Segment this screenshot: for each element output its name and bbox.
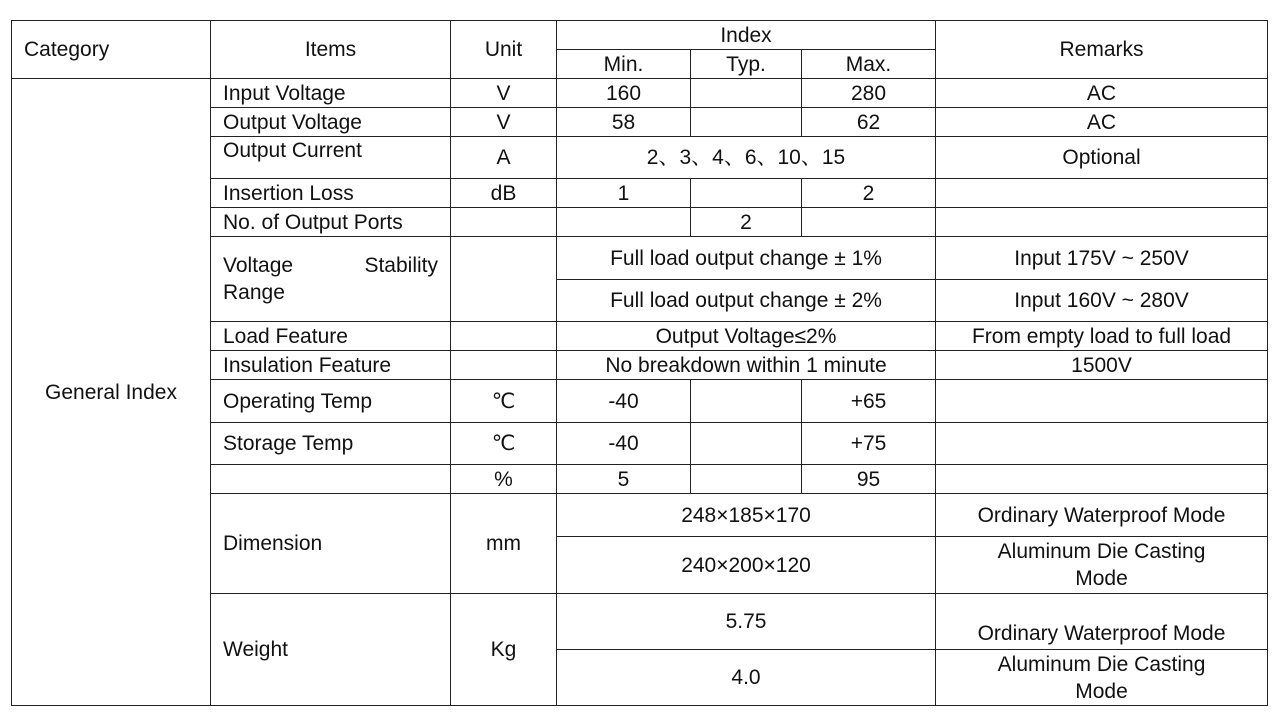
value-cell: 2、3、4、6、10、15: [557, 137, 936, 179]
item-cell: No. of Output Ports: [211, 208, 451, 237]
header-index: Index: [557, 21, 936, 50]
item-cell: Load Feature: [211, 322, 451, 351]
unit-cell: Kg: [451, 594, 557, 706]
max-cell: +65: [802, 380, 936, 423]
min-cell: 5: [557, 465, 691, 494]
item-cell: [211, 237, 451, 322]
value-cell: Full load output change ± 2%: [557, 280, 936, 322]
remarks-text: Mode: [1075, 567, 1128, 590]
remarks-cell: AC: [936, 79, 1268, 108]
typ-cell: [691, 380, 802, 423]
item-cell: Input Voltage: [211, 79, 451, 108]
unit-cell: [451, 208, 557, 237]
typ-cell: [691, 79, 802, 108]
header-min: Min.: [557, 50, 691, 79]
max-cell: +75: [802, 423, 936, 465]
max-cell: 62: [802, 108, 936, 137]
max-cell: 2: [802, 179, 936, 208]
typ-cell: [691, 179, 802, 208]
item-cell: Dimension: [211, 494, 451, 594]
value-cell: 248×185×170: [557, 494, 936, 537]
table-row: [12, 79, 1268, 108]
min-cell: [557, 208, 691, 237]
value-cell: Full load output change ± 1%: [557, 237, 936, 280]
unit-cell: [451, 237, 557, 322]
remarks-cell: [936, 465, 1268, 494]
item-text: Stability: [364, 254, 438, 277]
remarks-cell: Ordinary Waterproof Mode: [936, 594, 1268, 650]
remarks-text: Mode: [1075, 679, 1128, 703]
max-cell: [802, 208, 936, 237]
typ-cell: [691, 423, 802, 465]
item-cell: Output Current: [211, 137, 451, 179]
max-cell: 95: [802, 465, 936, 494]
min-cell: -40: [557, 380, 691, 423]
remarks-cell: [936, 537, 1268, 594]
unit-cell: mm: [451, 494, 557, 594]
category-cell: General Index: [12, 79, 211, 706]
unit-cell: V: [451, 108, 557, 137]
unit-cell: dB: [451, 179, 557, 208]
value-cell: 240×200×120: [557, 537, 936, 594]
item-cell: Insulation Feature: [211, 351, 451, 380]
value-cell: 5.75: [557, 594, 936, 650]
unit-cell: A: [451, 137, 557, 179]
item-cell: Operating Temp: [211, 380, 451, 423]
max-cell: 280: [802, 79, 936, 108]
remarks-cell: [936, 179, 1268, 208]
remarks-cell: Input 160V ~ 280V: [936, 280, 1268, 322]
remarks-cell: Optional: [936, 137, 1268, 179]
remarks-cell: AC: [936, 108, 1268, 137]
item-text: Voltage: [223, 254, 294, 277]
min-cell: 160: [557, 79, 691, 108]
header-unit: Unit: [451, 21, 557, 79]
header-typ: Typ.: [691, 50, 802, 79]
min-cell: 58: [557, 108, 691, 137]
remarks-cell: [936, 423, 1268, 465]
unit-cell: ℃: [451, 423, 557, 465]
remarks-cell: 1500V: [936, 351, 1268, 380]
spec-table: [11, 20, 1268, 706]
typ-cell: [691, 465, 802, 494]
header-max: Max.: [802, 50, 936, 79]
remarks-cell: [936, 650, 1268, 706]
unit-cell: [451, 351, 557, 380]
remarks-cell: From empty load to full load: [936, 322, 1268, 351]
value-cell: No breakdown within 1 minute: [557, 351, 936, 380]
value-cell: 4.0: [557, 650, 936, 706]
min-cell: 1: [557, 179, 691, 208]
typ-cell: [691, 108, 802, 137]
unit-cell: V: [451, 79, 557, 108]
unit-cell: [451, 322, 557, 351]
header-category: Category: [12, 21, 211, 79]
header-items: Items: [211, 21, 451, 79]
remarks-cell: [936, 380, 1268, 423]
item-cell: Storage Temp: [211, 423, 451, 465]
remarks-cell: Input 175V ~ 250V: [936, 237, 1268, 280]
remarks-text: Aluminum Die Casting: [997, 652, 1206, 676]
remarks-cell: [936, 208, 1268, 237]
item-cell: Output Voltage: [211, 108, 451, 137]
unit-cell: %: [451, 465, 557, 494]
item-cell: Insertion Loss: [211, 179, 451, 208]
header-remarks: Remarks: [936, 21, 1268, 79]
min-cell: -40: [557, 423, 691, 465]
value-cell: Output Voltage≤2%: [557, 322, 936, 351]
item-cell: [211, 465, 451, 494]
item-text: Range: [223, 281, 285, 304]
typ-cell: 2: [691, 208, 802, 237]
unit-cell: ℃: [451, 380, 557, 423]
remarks-text: Aluminum Die Casting: [997, 540, 1206, 563]
item-cell: Weight: [211, 594, 451, 706]
remarks-cell: Ordinary Waterproof Mode: [936, 494, 1268, 537]
